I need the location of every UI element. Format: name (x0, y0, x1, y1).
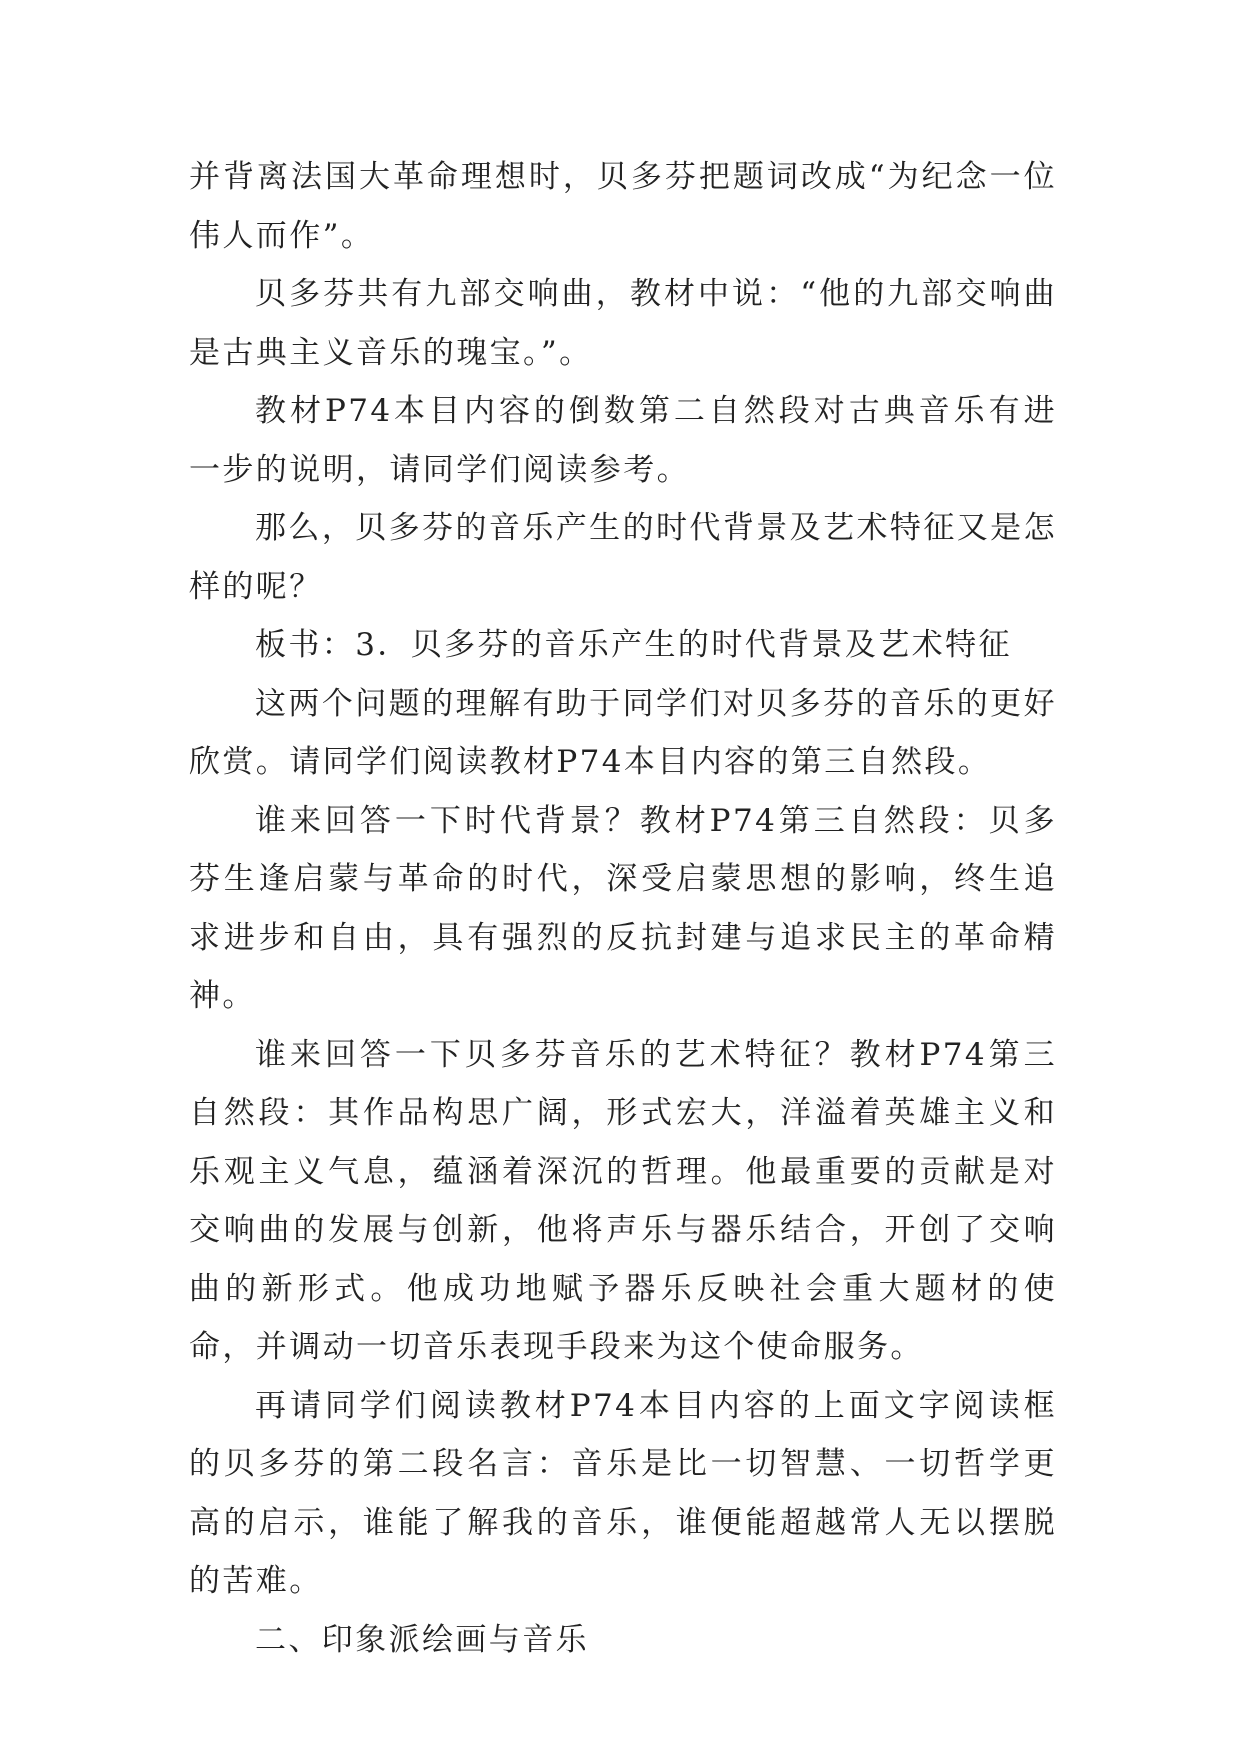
paragraph-continuation: 并背离法国大革命理想时，贝多芬把题词改成“为纪念一位伟人而作”。 (189, 159, 1057, 254)
paragraph-board-note: 板书：3．贝多芬的音乐产生的时代背景及艺术特征 (255, 627, 1012, 663)
section-heading-impressionism: 二、印象派绘画与音乐 (255, 1621, 589, 1658)
paragraph-symphonies: 贝多芬共有九部交响曲，教材中说：“他的九部交响曲是古典主义音乐的瑰宝。”。 (189, 276, 1057, 371)
paragraph-historical-background: 谁来回答一下时代背景？教材P74第三自然段：贝多芬生逢启蒙与革命的时代，深受启蒙思想的影响，终生追求进步和自由，具有强烈的反抗封建与追求民主的革命精神。 (189, 802, 1057, 1014)
paragraph-question: 那么，贝多芬的音乐产生的时代背景及艺术特征又是怎样的呢？ (189, 510, 1057, 605)
paragraph-classical-note: 教材P74本目内容的倒数第二自然段对古典音乐有进一步的说明，请同学们阅读参考。 (189, 393, 1057, 488)
paragraph-reading-prompt: 这两个问题的理解有助于同学们对贝多芬的音乐的更好欣赏。请同学们阅读教材P74本目内容的第三自然段。 (189, 685, 1057, 780)
paragraph-artistic-features: 谁来回答一下贝多芬音乐的艺术特征？教材P74第三自然段：其作品构思广阔，形式宏大，洋溢着英雄主义和乐观主义气息，蕴涵着深沉的哲理。他最重要的贡献是对交响曲的发展与创新，他将声乐与器乐结合，开创了交响曲的新形式。他成功地赋予器乐反映社会重大题材的使命，并调动一切音乐表现手段来为这个使命服务。 (189, 1036, 1057, 1365)
paragraph-beethoven-quote: 再请同学们阅读教材P74本目内容的上面文字阅读框的贝多芬的第二段名言：音乐是比一切智慧、一切哲学更高的启示，谁能了解我的音乐，谁便能超越常人无以摆脱的苦难。 (189, 1387, 1057, 1599)
document-page (189, 148, 1057, 1669)
